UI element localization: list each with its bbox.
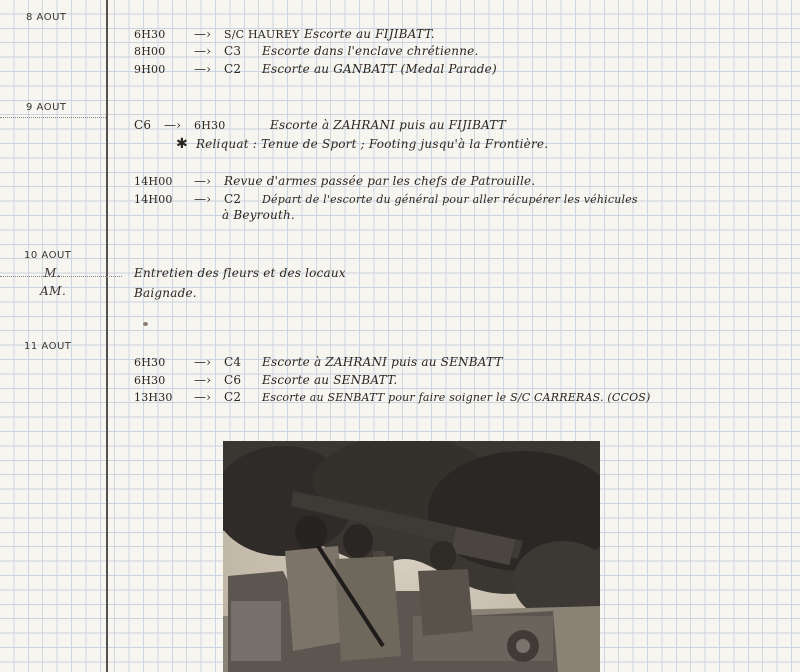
log-line: Baignade. bbox=[134, 286, 197, 300]
log-line: Entretien des fleurs et des locaux bbox=[134, 266, 346, 280]
date-sublabel: AM. bbox=[40, 284, 67, 298]
log-line: 14H00 —› C2 Départ de l'escorte du général pour aller récupérer les véhicules bbox=[134, 192, 638, 206]
entry-separator bbox=[0, 117, 106, 119]
date-label: 10 AOUT bbox=[24, 250, 72, 261]
photo-image bbox=[223, 441, 600, 672]
log-line: 8H00 —› C3 Escorte dans l'enclave chrétienne. bbox=[134, 44, 479, 58]
pasted-photograph bbox=[223, 441, 600, 672]
asterisk-icon: ✱ bbox=[176, 136, 188, 152]
log-line: 6H30 —› S/C HAUREY Escorte au FIJIBATT. bbox=[134, 27, 435, 41]
date-label: 11 AOUT bbox=[24, 341, 72, 352]
date-sublabel: M. bbox=[44, 266, 62, 280]
log-line: 9H00 —› C2 Escorte au GANBATT (Medal Parade) bbox=[134, 62, 497, 76]
margin-rule bbox=[106, 0, 108, 672]
date-label: 9 AOUT bbox=[26, 102, 67, 113]
log-line: à Beyrouth. bbox=[222, 208, 295, 222]
date-label: 8 AOUT bbox=[26, 12, 67, 23]
entry-separator bbox=[106, 276, 122, 278]
ink-speck bbox=[143, 322, 148, 326]
log-line: C6 —› 6H30 Escorte à ZAHRANI puis au FIJIBATT bbox=[134, 118, 506, 132]
log-line: 14H00 —› Revue d'armes passée par les chefs de Patrouille. bbox=[134, 174, 536, 188]
log-line: 6H30 —› C6 Escorte au SENBATT. bbox=[134, 373, 398, 387]
log-line: 13H30 —› C2 Escorte au SENBATT pour faire soigner le S/C CARRERAS. (CCOS) bbox=[134, 390, 651, 404]
log-line: 6H30 —› C4 Escorte à ZAHRANI puis au SENBATT bbox=[134, 355, 503, 369]
log-line: ✱ Reliquat : Tenue de Sport ; Footing jusqu'à la Frontière. bbox=[176, 136, 549, 152]
